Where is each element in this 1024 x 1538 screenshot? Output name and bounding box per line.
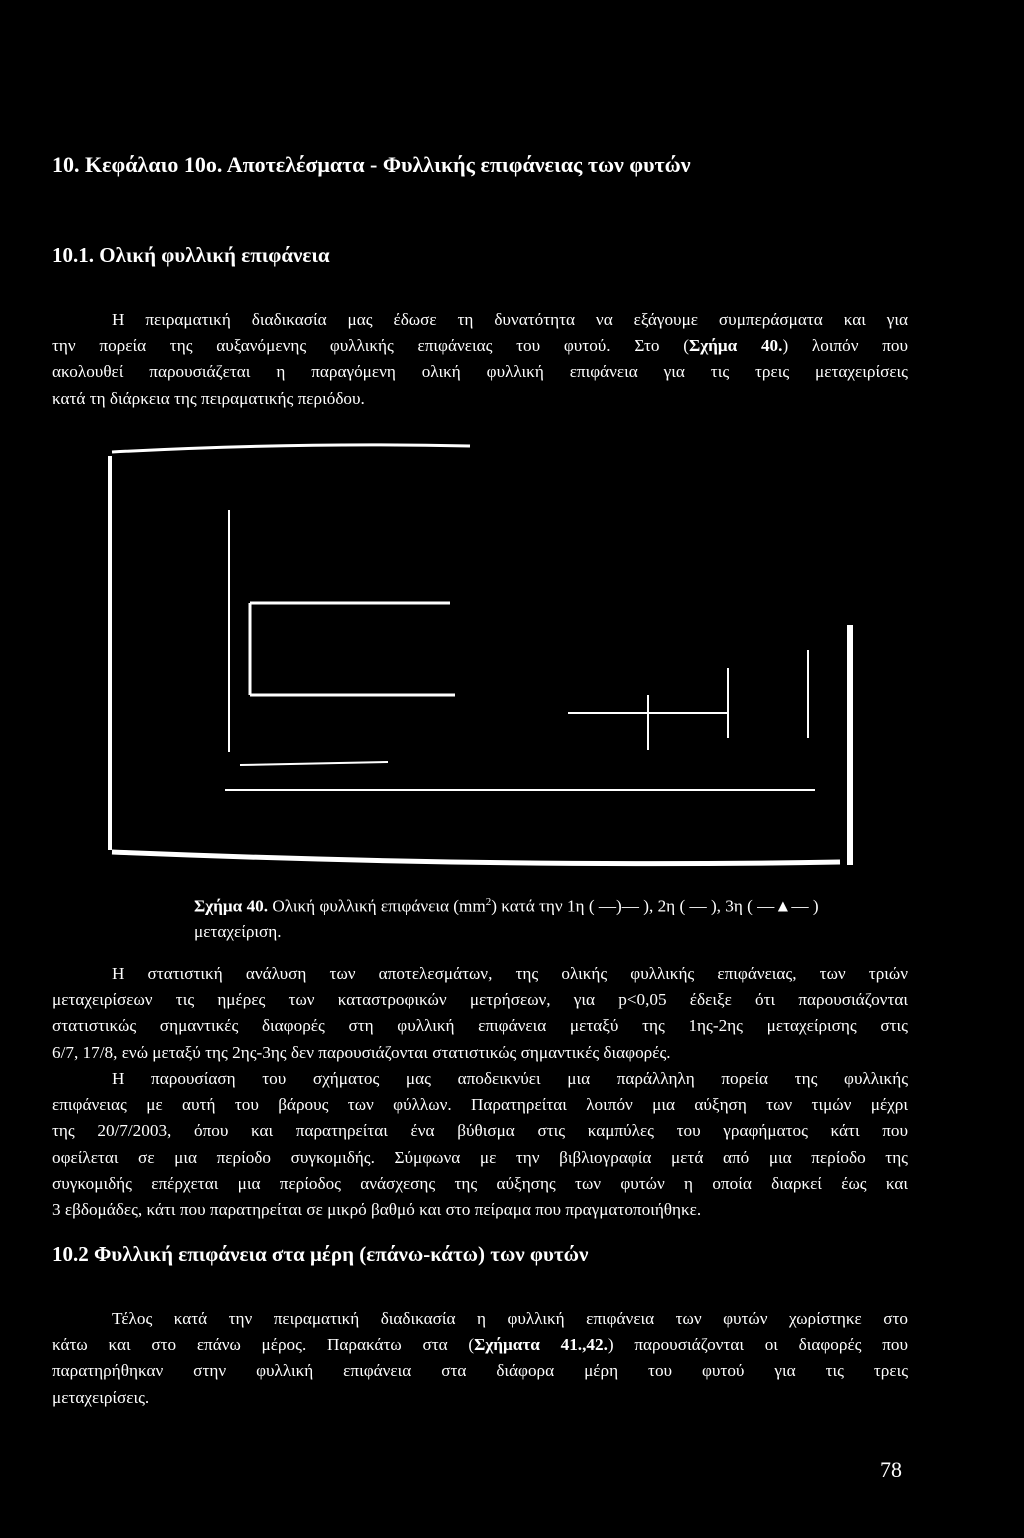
paragraph-line: επιφάνειας με αυτή του βάρους των φύλλων. Παρατηρείται λοιπόν μια αύξηση των τιμών μέχρι bbox=[52, 1095, 908, 1115]
paragraph-discussion bbox=[52, 1066, 908, 1223]
figure-reference: Σχήματα 41.,42. bbox=[474, 1335, 608, 1355]
paragraph-line: Τέλος κατά την πειραματική διαδικασία η φυλλική επιφάνεια των φυτών χωρίστηκε στο bbox=[112, 1309, 908, 1328]
caption-line: μεταχείριση. bbox=[194, 921, 282, 941]
section-heading-10-1: 10.1. Ολική φυλλική επιφάνεια bbox=[52, 243, 330, 267]
paragraph-line: στατιστικώς σημαντικές διαφορές στη φυλλική επιφάνεια μεταξύ της 1ης-2ης μεταχείρισης στις bbox=[52, 1016, 908, 1036]
paragraph-line: παρατηρήθηκαν στην φυλλική επιφάνεια στα διάφορα μέρη του φυτού για τις τρεις bbox=[52, 1361, 908, 1381]
figure-caption bbox=[194, 890, 819, 944]
page-number: 78 bbox=[880, 1457, 902, 1482]
chapter-heading: 10. Κεφάλαιο 10ο. Αποτελέσματα - Φυλλικής επιφάνειας των φυτών bbox=[52, 152, 691, 177]
paragraph-line: της 20/7/2003, όπου και παρατηρείται ένα βύθισμα στις καμπύλες του γραφήματος κάτι που bbox=[52, 1121, 908, 1141]
paragraph-line: οφείλεται σε μια περίοδο συγκομιδής. Σύμφωνα με την βιβλιογραφία μετά από μια περίοδο της bbox=[52, 1147, 908, 1167]
paragraph-line: μεταχειρίσεις. bbox=[52, 1387, 150, 1407]
paragraph-line: μεταχειρίσεων τις ημέρες των καταστροφικών μετρήσεων, για p<0,05 έδειξε ότι παρουσιάζονται bbox=[52, 990, 908, 1010]
paragraph-line: την πορεία της αυξανόμενης φυλλικής επιφάνειας του φυτού. Στο (Σχήμα 40.) λοιπόν που bbox=[52, 336, 908, 356]
caption-line: Σχήμα 40. Ολική φυλλική επιφάνεια $(mm^2)$ κατά την 1η ( —)— ), 2η ( — ), 3η ( —▲— ) bbox=[194, 896, 819, 916]
paragraph-line: 3 εβδομάδες, κάτι που παρατηρείται σε μικρό βαθμό και στο πείραμα που πραγματοποιήθηκε. bbox=[52, 1200, 702, 1220]
paragraph-statistics bbox=[52, 961, 908, 1066]
figure-reference: Σχήμα 40. bbox=[688, 336, 783, 356]
paragraph-line: κάτω και στο επάνω μέρος. Παρακάτω στα (Σχήματα 41.,42.) παρουσιάζονται οι διαφορές που bbox=[52, 1335, 908, 1355]
paragraph-line: κατά τη διάρκεια της πειραματικής περιόδου. bbox=[52, 388, 365, 408]
paragraph-line: ακολουθεί παρουσιάζεται η παραγόμενη ολική φυλλική επιφάνεια για τις τρεις μεταχειρίσεις bbox=[52, 362, 908, 382]
paragraph-line: Η στατιστική ανάλυση των αποτελεσμάτων, της ολικής φυλλικής επιφάνειας, των τριών bbox=[112, 964, 908, 983]
paragraph-line: Η πειραματική διαδικασία μας έδωσε τη δυνατότητα να εξάγουμε συμπεράσματα και για bbox=[112, 310, 908, 329]
caption-label: Σχήμα 40. bbox=[194, 896, 269, 916]
paragraph-parts bbox=[52, 1306, 908, 1411]
paragraph-line: 6/7, 17/8, ενώ μεταξύ της 2ης-3ης δεν παρουσιάζονται στατιστικώς σημαντικές διαφορές. bbox=[52, 1042, 671, 1062]
paragraph-line: συγκομιδής επέρχεται μια περίοδος ανάσχεσης της αύξησης των φυτών η οποία διαρκεί έως και bbox=[52, 1173, 908, 1193]
chart-short-line bbox=[240, 762, 388, 765]
section-heading-10-2: 10.2 Φυλλική επιφάνεια στα μέρη (επάνω-κάτω) των φυτών bbox=[52, 1242, 589, 1266]
figure-frame-bottom bbox=[112, 852, 840, 864]
figure-frame-top bbox=[112, 445, 470, 452]
paragraph-line: Η παρουσίαση του σχήματος μας αποδεικνύει μια παράλληλη πορεία της φυλλικής bbox=[112, 1069, 908, 1088]
